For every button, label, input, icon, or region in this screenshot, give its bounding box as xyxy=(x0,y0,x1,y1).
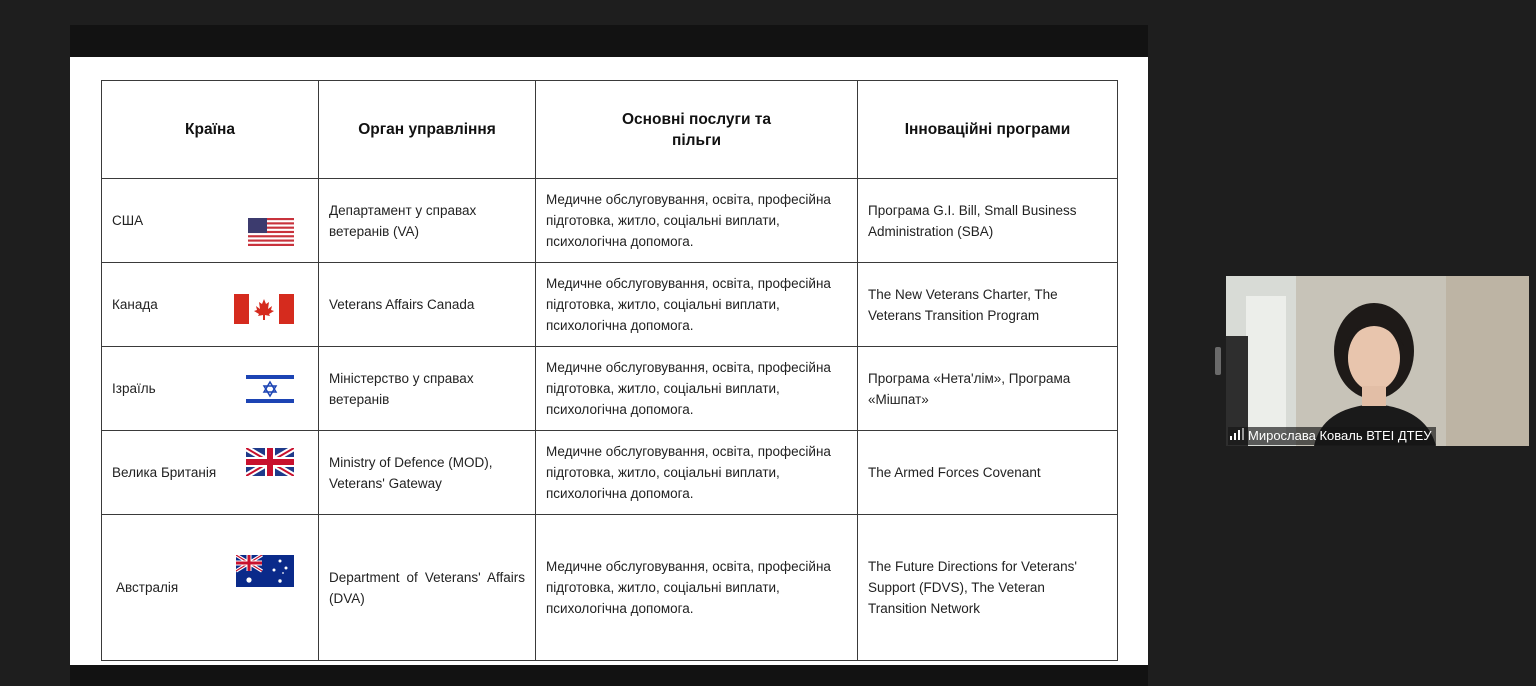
services-cell: Медичне обслуговування, освіта, професійна підготовка, житло, соціальні виплати, психологічна допомога. xyxy=(536,179,858,263)
israel-flag-icon xyxy=(246,373,294,405)
services-cell: Медичне обслуговування, освіта, професійна підготовка, житло, соціальні виплати, психологічна допомога. xyxy=(536,431,858,515)
participant-video-tile[interactable] xyxy=(1226,276,1529,446)
programs-cell: The Armed Forces Covenant xyxy=(858,431,1118,515)
header-programs: Інноваційні програми xyxy=(858,81,1118,179)
canada-flag-icon xyxy=(234,294,294,324)
country-name: Австралія xyxy=(116,580,179,595)
authority-cell: Департамент у справах ветеранів (VA) xyxy=(319,179,536,263)
authority-cell: Міністерство у справах ветеранів xyxy=(319,347,536,431)
slide-bottom-bar xyxy=(70,665,1148,686)
participant-name: Мирослава Коваль ВТЕІ ДТЕУ xyxy=(1248,428,1432,443)
header-authority: Орган управління xyxy=(319,81,536,179)
header-services: Основні послуги та пільги xyxy=(536,81,858,179)
country-cell xyxy=(102,347,319,431)
table-header-row xyxy=(102,81,1118,179)
authority-cell: Ministry of Defence (MOD), Veterans' Gateway xyxy=(319,431,536,515)
services-cell: Медичне обслуговування, освіта, професійна підготовка, житло, соціальні виплати, психологічна допомога. xyxy=(536,263,858,347)
table-row xyxy=(102,179,1118,263)
services-cell: Медичне обслуговування, освіта, професійна підготовка, житло, соціальні виплати, психологічна допомога. xyxy=(536,515,858,661)
country-cell xyxy=(102,515,319,661)
uk-flag-icon xyxy=(246,448,294,476)
table-row xyxy=(102,431,1118,515)
participant-name-label xyxy=(1228,427,1436,445)
authority-cell: Department of Veterans' Affairs (DVA) xyxy=(319,515,536,661)
veterans-comparison-table xyxy=(101,80,1118,661)
country-cell xyxy=(102,179,319,263)
participant-video-feed xyxy=(1226,276,1529,446)
australia-flag-icon xyxy=(236,555,294,587)
table-row xyxy=(102,515,1118,661)
header-country: Країна xyxy=(102,81,319,179)
country-name: Ізраїль xyxy=(112,381,156,396)
signal-bars-icon xyxy=(1230,427,1244,445)
programs-cell: Програма «Нета'лім», Програма «Мішпат» xyxy=(858,347,1118,431)
us-flag-icon xyxy=(248,218,294,246)
country-name: Велика Британія xyxy=(112,465,217,480)
country-name: США xyxy=(112,213,144,228)
panel-resize-handle[interactable] xyxy=(1215,347,1221,375)
programs-cell: Програма G.I. Bill, Small Business Administration (SBA) xyxy=(858,179,1118,263)
country-cell xyxy=(102,431,319,515)
programs-cell: The Future Directions for Veterans' Support (FDVS), The Veteran Transition Network xyxy=(858,515,1118,661)
country-cell xyxy=(102,263,319,347)
authority-cell: Veterans Affairs Canada xyxy=(319,263,536,347)
programs-cell: The New Veterans Charter, The Veterans Transition Program xyxy=(858,263,1118,347)
table-row xyxy=(102,263,1118,347)
country-name: Канада xyxy=(112,297,158,312)
services-cell: Медичне обслуговування, освіта, професійна підготовка, житло, соціальні виплати, психологічна допомога. xyxy=(536,347,858,431)
table-row xyxy=(102,347,1118,431)
